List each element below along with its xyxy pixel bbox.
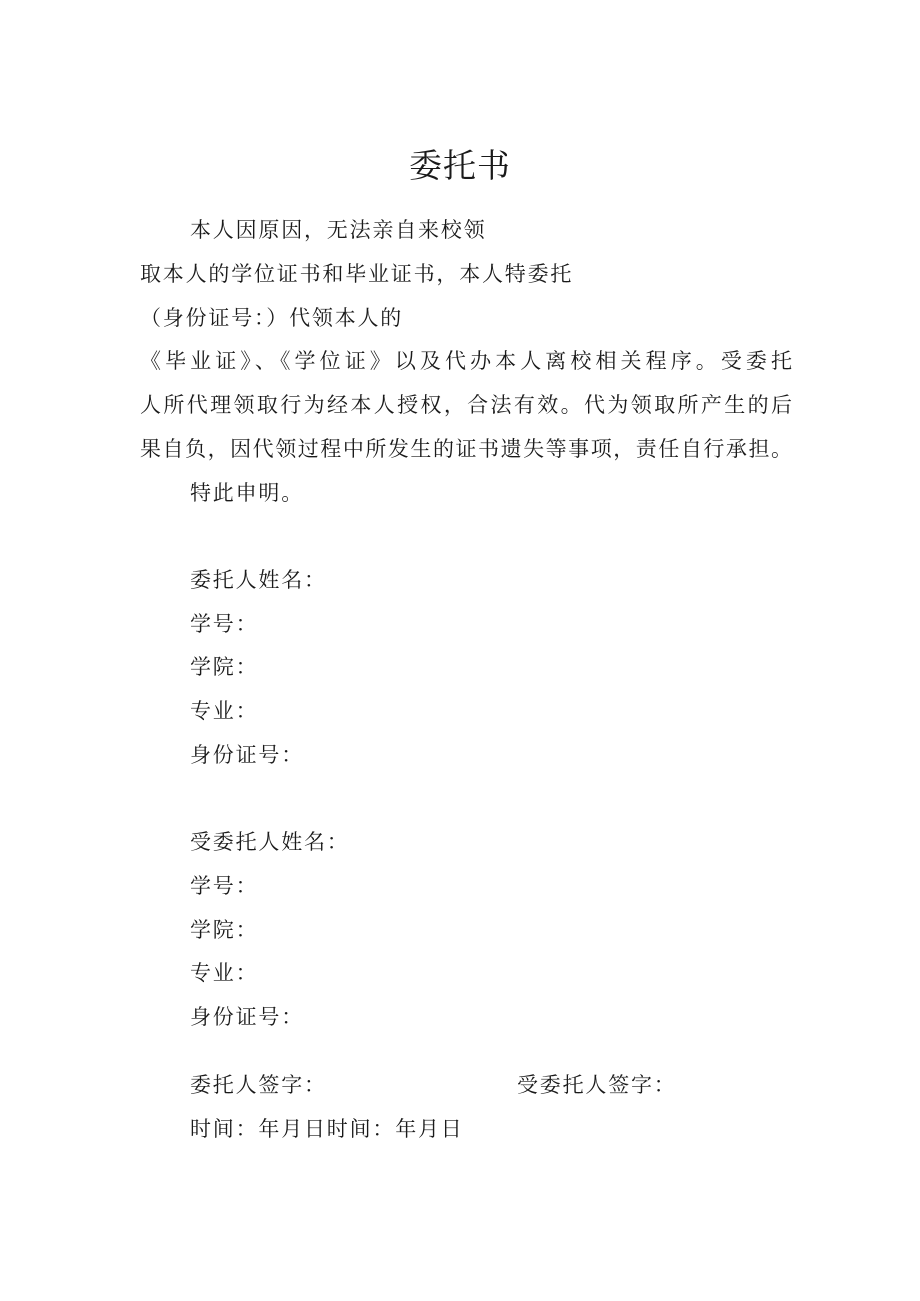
body-line-1: 本人因原因，无法亲自来校领 bbox=[190, 218, 487, 242]
body-line-2: 取本人的学位证书和毕业证书，本人特委托 bbox=[140, 262, 574, 286]
body-line-6: 果自负，因代领过程中所发生的证书遗失等事项，责任自行承担。 bbox=[140, 437, 792, 461]
agent-college-label: 学院： bbox=[190, 918, 259, 942]
signature-time-line: 时间：年月日时间：年月日 bbox=[190, 1117, 464, 1141]
agent-name-label: 受委托人姓名： bbox=[190, 830, 350, 854]
agent-student-id-label: 学号： bbox=[190, 874, 259, 898]
agent-major-label: 专业： bbox=[190, 961, 259, 985]
body-line-5: 人所代理领取行为经本人授权，合法有效。代为领取所产生的后 bbox=[140, 393, 792, 417]
principal-major-label: 专业： bbox=[190, 699, 259, 723]
principal-id-number-label: 身份证号： bbox=[190, 743, 304, 767]
principal-student-id-label: 学号： bbox=[190, 612, 259, 636]
agent-signature-label: 受委托人签字： bbox=[517, 1073, 677, 1097]
body-line-7: 特此申明。 bbox=[190, 481, 304, 505]
principal-signature-label: 委托人签字： bbox=[190, 1073, 327, 1097]
body-line-3: （身份证号：）代领本人的 bbox=[140, 306, 404, 330]
agent-id-number-label: 身份证号： bbox=[190, 1005, 304, 1029]
principal-name-label: 委托人姓名： bbox=[190, 568, 327, 592]
body-line-4: 《毕业证》、《学位证》以及代办本人离校相关程序。受委托 bbox=[140, 349, 792, 373]
document-title: 委托书 bbox=[409, 146, 511, 185]
principal-college-label: 学院： bbox=[190, 655, 259, 679]
